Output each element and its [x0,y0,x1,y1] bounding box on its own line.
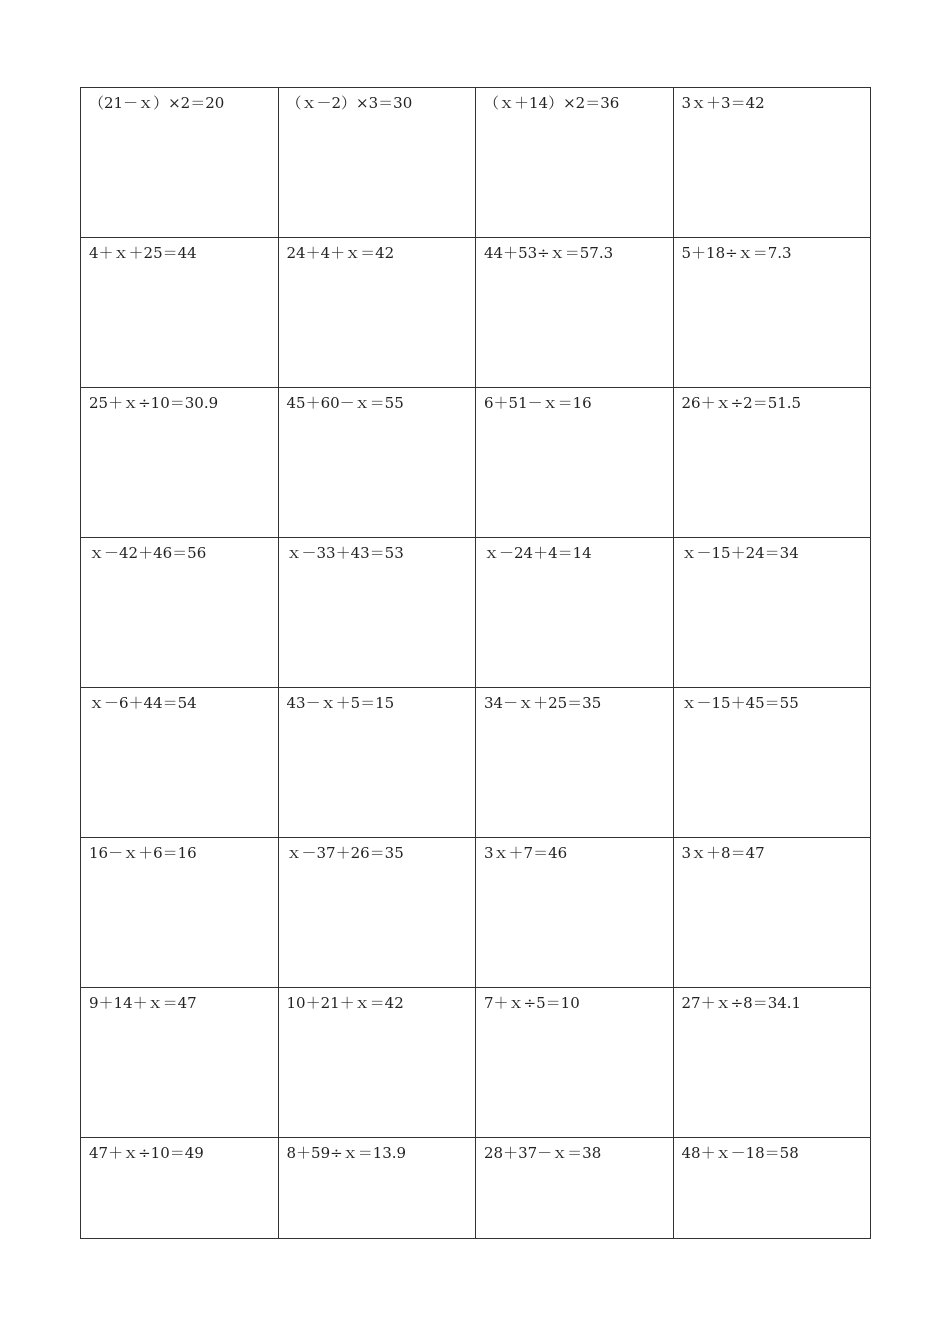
equation-text: 3ｘ＋7＝46 [484,844,568,862]
problem-cell [674,88,872,238]
problem-cell [81,388,279,538]
problem-cell [476,88,674,238]
problem-cell [81,988,279,1138]
problem-cell [279,1138,477,1239]
problem-cell [674,238,872,388]
problem-cell [279,238,477,388]
equation-text: ｘ－6＋44＝54 [89,694,197,712]
problem-cell [279,388,477,538]
equation-text: ｘ－42＋46＝56 [89,544,207,562]
problem-cell [81,88,279,238]
equation-text: 24＋4＋ｘ＝42 [286,244,395,262]
equation-text: ｘ－15＋45＝55 [681,694,799,712]
problem-cell [476,688,674,838]
problem-cell [81,238,279,388]
equation-text: 47＋ｘ÷10＝49 [89,1144,204,1162]
problem-cell [279,988,477,1138]
equation-text: （ｘ－2）×3＝30 [286,94,413,112]
equation-text: 28＋37－ｘ＝38 [484,1144,602,1162]
problem-cell [476,838,674,988]
equation-text: 5＋18÷ｘ＝7.3 [681,244,792,262]
problem-cell [279,538,477,688]
problem-cell [279,88,477,238]
equation-text: 34－ｘ＋25＝35 [484,694,602,712]
equation-text: 48＋ｘ－18＝58 [681,1144,799,1162]
equation-text: 4＋ｘ＋25＝44 [89,244,197,262]
equation-text: 10＋21＋ｘ＝42 [286,994,404,1012]
equation-text: 45＋60－ｘ＝55 [286,394,404,412]
problem-cell [476,538,674,688]
equation-text: 9＋14＋ｘ＝47 [89,994,197,1012]
problem-cell [476,388,674,538]
equation-text: 6＋51－ｘ＝16 [484,394,592,412]
problem-cell [674,1138,872,1239]
problem-cell [674,988,872,1138]
problem-cell [279,688,477,838]
problem-cell [81,1138,279,1239]
problem-cell [674,538,872,688]
equation-text: 26＋ｘ÷2＝51.5 [681,394,802,412]
equation-text: ｘ－15＋24＝34 [681,544,799,562]
equation-text: 43－ｘ＋5＝15 [286,694,395,712]
problem-cell [81,538,279,688]
problem-cell [674,688,872,838]
worksheet-table [80,87,871,1239]
problem-cell [674,388,872,538]
equation-text: 7＋ｘ÷5＝10 [484,994,580,1012]
equation-text: 3ｘ＋3＝42 [681,94,765,112]
equation-text: 27＋ｘ÷8＝34.1 [681,994,802,1012]
equation-text: （21－ｘ）×2＝20 [89,94,225,112]
problem-cell [674,838,872,988]
problem-cell [81,838,279,988]
equation-text: 3ｘ＋8＝47 [681,844,765,862]
problem-cell [279,838,477,988]
equation-text: 25＋ｘ÷10＝30.9 [89,394,219,412]
equation-text: 44＋53÷ｘ＝57.3 [484,244,614,262]
equation-text: ｘ－33＋43＝53 [286,544,404,562]
problem-cell [476,1138,674,1239]
problem-cell [476,988,674,1138]
equation-text: ｘ－24＋4＝14 [484,544,592,562]
equation-text: ｘ－37＋26＝35 [286,844,404,862]
problem-cell [81,688,279,838]
equation-grid [81,88,871,1239]
equation-text: 8＋59÷ｘ＝13.9 [286,1144,407,1162]
equation-text: （ｘ＋14）×2＝36 [484,94,620,112]
problem-cell [476,238,674,388]
equation-text: 16－ｘ＋6＝16 [89,844,197,862]
